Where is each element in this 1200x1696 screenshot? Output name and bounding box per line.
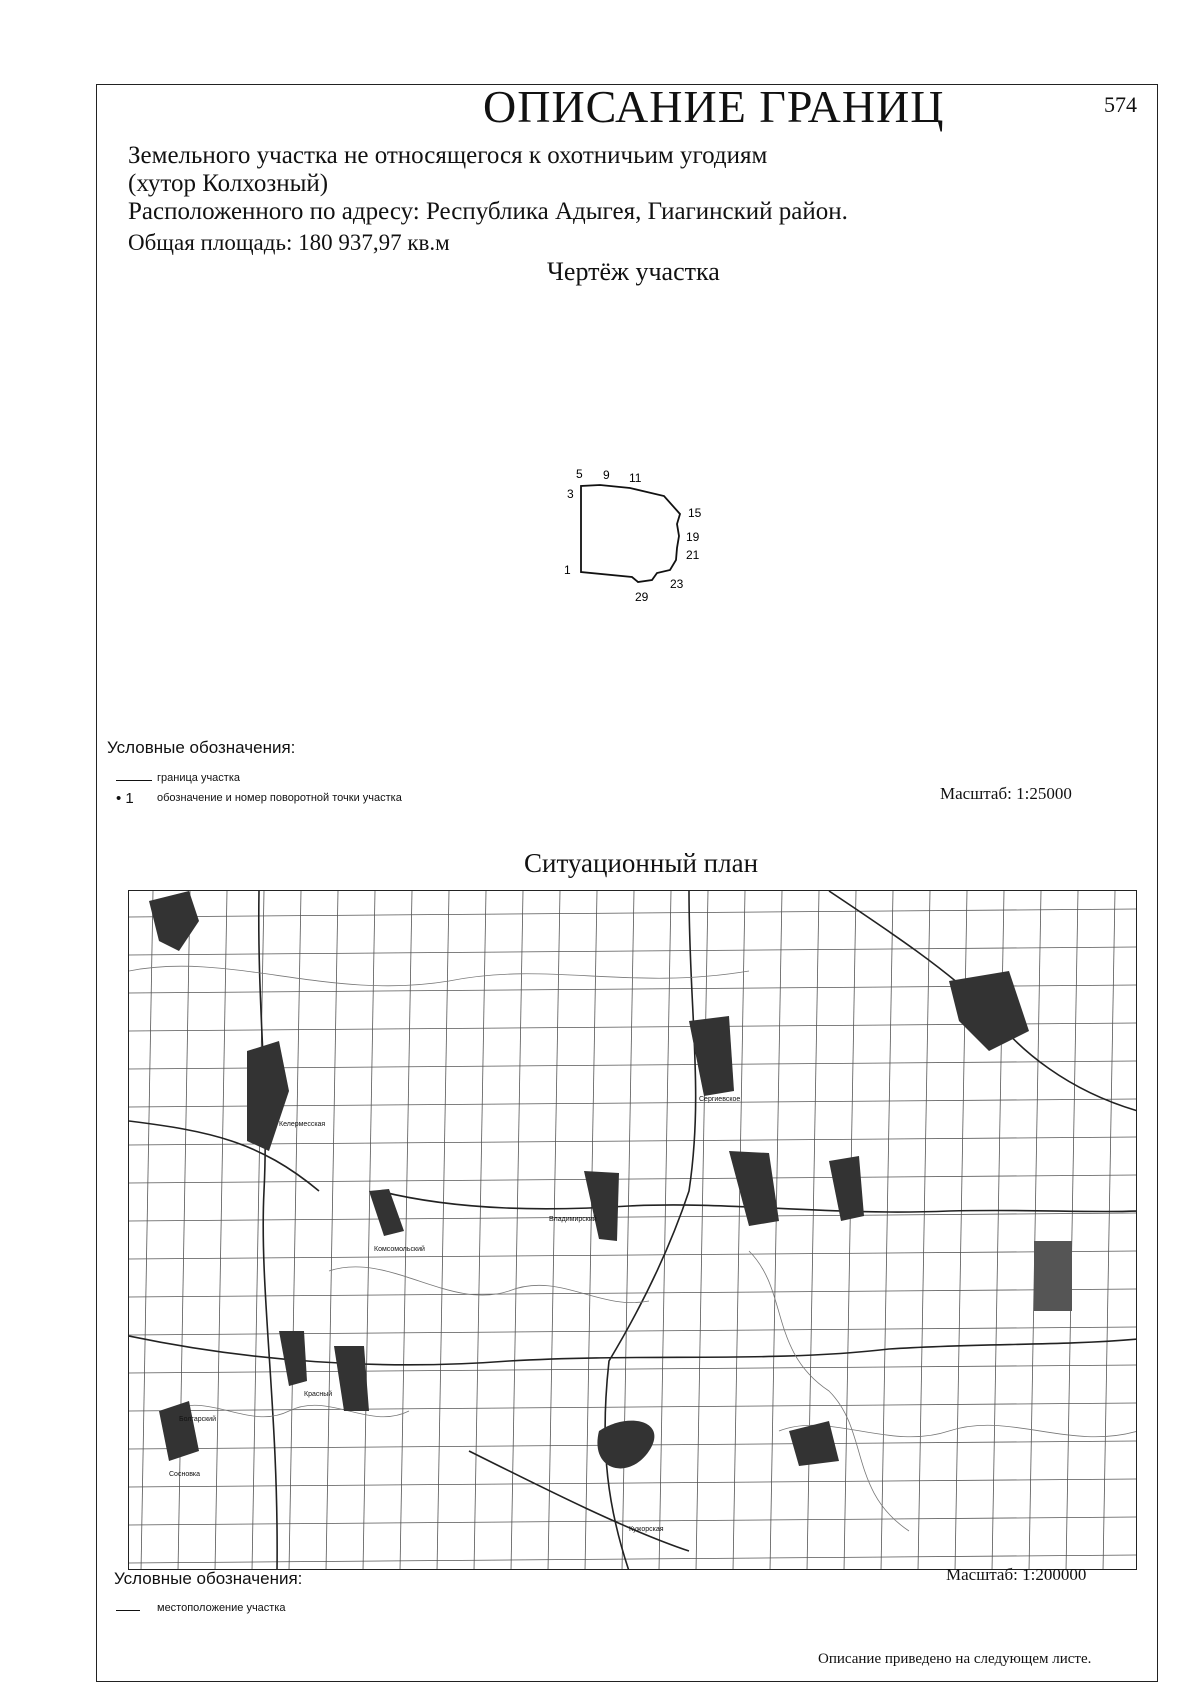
- grid-line: [129, 1213, 1137, 1221]
- area-line: Общая площадь: 180 937,97 кв.м: [128, 230, 450, 255]
- grid-line: [129, 1289, 1137, 1297]
- map-place-label: Комсомольский: [374, 1246, 425, 1253]
- map-place-label: Болгарский: [179, 1416, 216, 1423]
- legend-title: Условные обозначения:: [107, 738, 296, 757]
- point-symbol: • 1: [116, 790, 134, 807]
- grid-line: [474, 891, 486, 1570]
- map-place-label: Кужорская: [629, 1526, 664, 1533]
- point-label: 9: [603, 468, 610, 482]
- grid-line: [1103, 891, 1115, 1570]
- location-line-symbol: [116, 1610, 140, 1611]
- point-label: 15: [688, 506, 702, 520]
- legend-boundary-label: граница участка: [157, 772, 240, 784]
- sketch-title: Чертёж участка: [547, 257, 720, 286]
- map-place-label: Владимирский: [549, 1216, 597, 1223]
- grid-line: [215, 891, 227, 1570]
- grid-line: [511, 891, 523, 1570]
- point-label: 5: [576, 467, 583, 481]
- grid-line: [252, 891, 264, 1570]
- grid-line: [659, 891, 671, 1570]
- grid-line: [129, 1403, 1137, 1411]
- parcel-sketch: [540, 460, 720, 610]
- point-label: 19: [686, 530, 700, 544]
- grid-line: [363, 891, 375, 1570]
- grid-line: [1029, 891, 1041, 1570]
- map-place-label: Сосновка: [169, 1471, 201, 1478]
- grid-line: [129, 1365, 1137, 1373]
- sketch-scale: Масштаб: 1:25000: [940, 784, 1072, 803]
- grid-line: [129, 1137, 1137, 1145]
- description-line-2: (хутор Колхозный): [128, 170, 329, 197]
- map-scale: Масштаб: 1:200000: [946, 1565, 1087, 1584]
- grid-line: [733, 891, 745, 1570]
- point-label: 29: [635, 590, 649, 604]
- grid-line: [437, 891, 449, 1570]
- grid-line: [548, 891, 560, 1570]
- page-number: 574: [1104, 92, 1137, 117]
- point-label: 23: [670, 577, 684, 591]
- situation-plan-title: Ситуационный план: [524, 848, 759, 878]
- map-drawing: [129, 891, 1137, 1570]
- map-place-label: Красный: [304, 1391, 333, 1398]
- grid-line: [807, 891, 819, 1570]
- description-line-1: Земельного участка не относящегося к охотничьим угодиям: [128, 142, 768, 169]
- situation-map: [128, 890, 1137, 1570]
- description-line-3: Расположенного по адресу: Республика Адыгея, Гиагинский район.: [128, 198, 848, 225]
- map-place-label: Келермесская: [279, 1121, 326, 1128]
- grid-line: [918, 891, 930, 1570]
- footer-note: Описание приведено на следующем листе.: [818, 1651, 1092, 1667]
- parcel-boundary: [581, 485, 680, 582]
- grid-line: [696, 891, 708, 1570]
- grid-line: [129, 1251, 1137, 1259]
- document-title: ОПИСАНИЕ ГРАНИЦ: [483, 81, 945, 132]
- point-label: 3: [567, 487, 574, 501]
- point-label: 21: [686, 548, 700, 562]
- point-label: 11: [629, 471, 642, 485]
- grid-line: [844, 891, 856, 1570]
- boundary-line-symbol: [116, 780, 152, 781]
- legend-location-label: местоположение участка: [157, 1602, 286, 1614]
- grid-line: [770, 891, 782, 1570]
- grid-line: [129, 1479, 1137, 1487]
- legend-point-label: обозначение и номер поворотной точки участка: [157, 792, 402, 804]
- legend-title-2: Условные обозначения:: [114, 1569, 303, 1588]
- grid-line: [129, 1517, 1137, 1525]
- grid-line: [289, 891, 301, 1570]
- grid-line: [1066, 891, 1078, 1570]
- grid-line: [326, 891, 338, 1570]
- grid-line: [585, 891, 597, 1570]
- map-place-label: Сергиевское: [699, 1096, 741, 1103]
- point-label: 1: [564, 563, 571, 577]
- grid-line: [881, 891, 893, 1570]
- grid-line: [129, 1555, 1137, 1563]
- grid-line: [129, 909, 1137, 917]
- grid-line: [129, 1175, 1137, 1183]
